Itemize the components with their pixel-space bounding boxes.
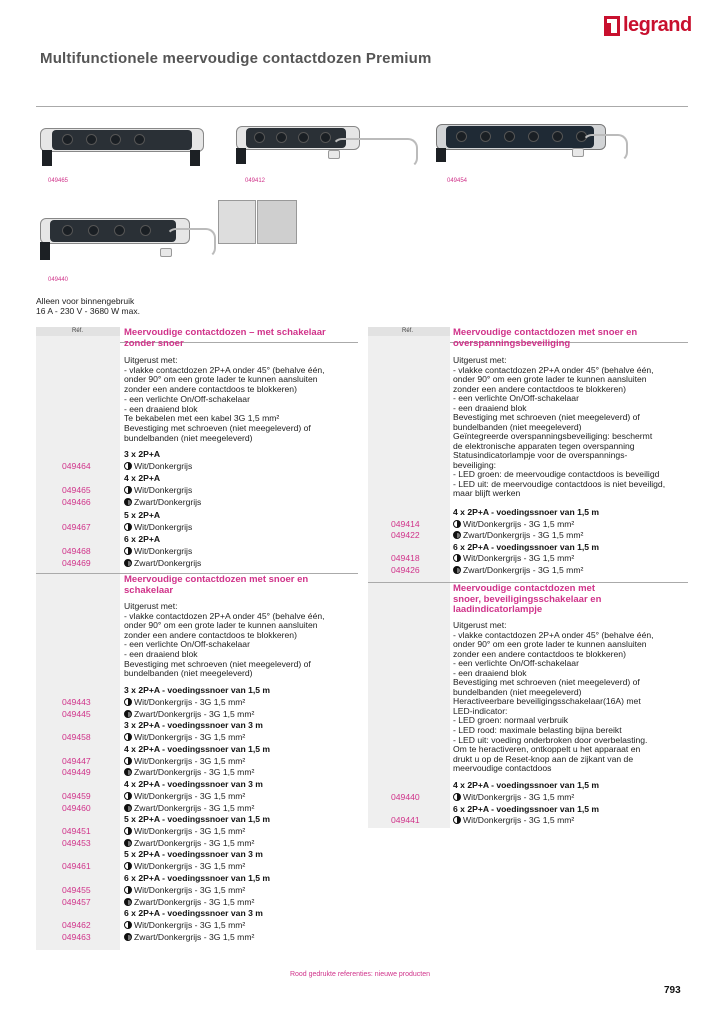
variant-color-label: Zwart/Donkergrijs - 3G 1,5 mm²	[134, 802, 255, 813]
section-title: Meervoudige contactdozen – met schakelaar zonder snoer	[124, 327, 326, 349]
variant-heading: 5 x 2P+A - voedingssnoer van 1,5 m	[124, 814, 271, 825]
white-darkgrey-color-icon	[124, 547, 132, 555]
black-darkgrey-color-icon	[124, 498, 132, 506]
variant-color-line	[453, 530, 583, 540]
variant-color-label: Wit/Donkergrijs - 3G 1,5 mm²	[463, 815, 575, 825]
variant-color-line	[124, 920, 245, 930]
variant-heading: 5 x 2P+A	[124, 509, 161, 520]
reference-number: 049469	[62, 558, 91, 568]
variant-color-line	[124, 485, 192, 495]
variant-color-line	[124, 546, 192, 556]
legrand-logo	[604, 14, 692, 37]
variant-color-label: Wit/Donkergrijs	[134, 521, 193, 532]
product-image-1	[36, 120, 211, 180]
variant-color-label: Wit/Donkergrijs - 3G 1,5 mm²	[463, 791, 575, 802]
variant-color-line	[453, 565, 583, 575]
variant-color-label: Zwart/Donkergrijs - 3G 1,5 mm²	[134, 708, 255, 719]
variant-color-label: Zwart/Donkergrijs - 3G 1,5 mm²	[134, 896, 255, 907]
variant-color-line	[124, 791, 245, 801]
white-darkgrey-color-icon	[124, 862, 132, 870]
white-darkgrey-color-icon	[124, 827, 132, 835]
variant-heading: 6 x 2P+A	[124, 533, 161, 544]
reference-number: 049465	[62, 485, 91, 496]
reference-number: 049468	[62, 545, 91, 556]
reference-number: 049458	[62, 732, 91, 743]
variant-heading: 3 x 2P+A - voedingssnoer van 3 m	[124, 720, 263, 731]
reference-number: 049461	[62, 861, 91, 872]
reference-number: 049463	[62, 931, 91, 942]
section-description: Uitgerust met: - vlakke contactdozen 2P+A onder 45° (behalve één, onder 90° om een grote lader te kunnen aansluiten zonder een andere contactdoos te blokkeren) - een verlichte On/Off-schakelaar - een draaiend blok Bevestiging met schroeven (niet meegeleverd) of bundelbanden (niet meegeleverd)	[124, 601, 325, 679]
white-darkgrey-color-icon	[124, 757, 132, 765]
section-description: Uitgerust met: - vlakke contactdozen 2P+A onder 45° (behalve één, onder 90° om een grote lader te kunnen aansluiten zonder een andere contactdoos te blokkeren) - een verlichte On/Off-schakelaar - een draaiend blok Bevestiging met schroeven (niet meegeleverd) of bundelbanden (niet meegeleverd) Geïntegreerde overspanningsbeveiliging: beschermt de elektronische apparaten tegen overspanning Statusindicatorlampje voor de overspannings- beveiliging: - LED groen: de meervoudige contactdoos is beveiligd - LED uit: de meervoudige contactdoos is niet beveiligd, maar blijft werken	[453, 355, 666, 498]
reference-number: 049453	[62, 837, 91, 848]
variant-heading: 6 x 2P+A - voedingssnoer van 1,5 m	[124, 873, 271, 883]
variant-color-line	[124, 838, 254, 848]
reference-number: 049466	[62, 497, 91, 508]
variant-heading: 3 x 2P+A	[124, 449, 161, 459]
product-ref-2: 049412	[245, 178, 266, 184]
reference-number: 049426	[391, 565, 420, 576]
reference-number: 049443	[62, 697, 91, 707]
variant-color-line	[453, 553, 574, 563]
reference-number: 049445	[62, 708, 91, 719]
variant-color-line	[453, 815, 574, 825]
white-darkgrey-color-icon	[453, 520, 461, 528]
reference-number: 049422	[391, 530, 420, 541]
variant-heading: 4 x 2P+A - voedingssnoer van 1,5 m	[453, 780, 600, 790]
variant-color-label: Zwart/Donkergrijs - 3G 1,5 mm²	[134, 931, 255, 942]
reference-number: 049451	[62, 826, 91, 837]
reference-number: 049467	[62, 521, 91, 532]
white-darkgrey-color-icon	[124, 792, 132, 800]
reference-number: 049414	[391, 518, 420, 529]
variant-color-label: Wit/Donkergrijs - 3G 1,5 mm²	[134, 755, 246, 766]
black-darkgrey-color-icon	[124, 804, 132, 812]
variant-heading: 6 x 2P+A - voedingssnoer van 3 m	[124, 908, 263, 919]
variant-color-label: Wit/Donkergrijs - 3G 1,5 mm²	[463, 553, 575, 564]
variant-color-line	[124, 756, 245, 766]
variant-heading: 4 x 2P+A	[124, 473, 161, 484]
variant-color-line	[124, 897, 254, 907]
reference-number: 049457	[62, 896, 91, 907]
variant-color-label: Wit/Donkergrijs - 3G 1,5 mm²	[134, 826, 246, 837]
variant-color-label: Wit/Donkergrijs - 3G 1,5 mm²	[134, 697, 246, 707]
brand-name: legrand	[623, 14, 692, 36]
variant-color-label: Zwart/Donkergrijs - 3G 1,5 mm²	[463, 565, 584, 576]
reference-number: 049447	[62, 755, 91, 766]
rating-note: 16 A - 230 V - 3680 W max.	[36, 306, 140, 316]
section-description: Uitgerust met: - vlakke contactdozen 2P+A onder 45° (behalve één, onder 90° om een grote lader te kunnen aansluiten zonder een andere contactdoos te blokkeren) - een verlichte On/Off-schakelaar - een draaiend blok Bevestiging met schroeven (niet meegeleverd) of bundelbanden (niet meegeleverd) Heractiveerbare beveiligingsschakelaar(16A) met LED-indicator: - LED groen: normaal verbruik - LED rood: maximale belasting bijna bereikt - LED uit: voeding onderbroken door overbelasting. Om te heractiveren, ontkoppelt u het apparaat en drukt u op de Reset-knop aan de zijkant van de meervoudige contactdoos	[453, 620, 654, 774]
reference-number: 049464	[62, 461, 91, 471]
variant-heading: 6 x 2P+A - voedingssnoer van 1,5 m	[453, 541, 600, 552]
variant-color-line	[124, 522, 192, 532]
footer-note: Rood gedrukte referenties: nieuwe producten	[289, 971, 431, 978]
variant-color-line	[124, 697, 245, 707]
variant-heading: 6 x 2P+A - voedingssnoer van 1,5 m	[453, 803, 600, 814]
section-title: Meervoudige contactdozen met snoer en overspanningsbeveiliging	[453, 327, 638, 349]
variant-color-label: Wit/Donkergrijs - 3G 1,5 mm²	[134, 732, 246, 743]
variant-color-label: Wit/Donkergrijs - 3G 1,5 mm²	[134, 791, 246, 801]
product-ref-3: 049454	[447, 178, 468, 184]
variant-color-line	[453, 519, 574, 529]
reference-number: 049455	[62, 885, 91, 895]
variant-color-line	[124, 497, 201, 507]
reference-number: 049441	[391, 815, 420, 825]
product-ref-1: 049465	[48, 178, 69, 184]
section-title: Meervoudige contactdozen met snoer, beveiligingsschakelaar en laadindicatorlampje	[453, 583, 602, 615]
variant-color-line	[124, 826, 245, 836]
reference-number: 049460	[62, 802, 91, 813]
variant-color-label: Zwart/Donkergrijs - 3G 1,5 mm²	[134, 837, 255, 848]
variant-color-label: Wit/Donkergrijs	[134, 461, 193, 471]
white-darkgrey-color-icon	[453, 816, 461, 824]
white-darkgrey-color-icon	[453, 554, 461, 562]
ref-label-left: Réf.	[72, 328, 84, 334]
variant-color-label: Zwart/Donkergrijs - 3G 1,5 mm²	[463, 530, 584, 541]
white-darkgrey-color-icon	[124, 733, 132, 741]
product-image-2	[232, 120, 422, 180]
variant-color-line	[124, 803, 254, 813]
white-darkgrey-color-icon	[124, 462, 132, 470]
variant-color-line	[124, 558, 201, 568]
variant-color-line	[124, 767, 254, 777]
black-darkgrey-color-icon	[124, 898, 132, 906]
page-title: Multifunctionele meervoudige contactdozen Premium	[40, 50, 432, 67]
ref-column-left	[36, 336, 120, 950]
legrand-logo-icon	[604, 16, 620, 36]
black-darkgrey-color-icon	[453, 531, 461, 539]
variant-color-label: Wit/Donkergrijs	[134, 485, 193, 496]
usage-note: Alleen voor binnengebruik	[36, 296, 135, 306]
variant-color-line	[453, 792, 574, 802]
variant-color-label: Wit/Donkergrijs - 3G 1,5 mm²	[134, 885, 246, 895]
black-darkgrey-color-icon	[124, 768, 132, 776]
reference-number: 049449	[62, 767, 91, 778]
variant-color-line	[124, 861, 245, 871]
page-number: 793	[664, 985, 681, 996]
variant-color-line	[124, 461, 192, 471]
variant-color-label: Wit/Donkergrijs - 3G 1,5 mm²	[134, 920, 246, 931]
variant-heading: 5 x 2P+A - voedingssnoer van 3 m	[124, 849, 263, 860]
section-title: Meervoudige contactdozen met snoer en schakelaar	[124, 574, 309, 596]
section-description: Uitgerust met: - vlakke contactdozen 2P+A onder 45° (behalve één, onder 90° om een grote lader te kunnen aansluiten zonder een andere contactdoos te blokkeren) - een verlichte On/Off-schakelaar - een draaiend blok Te bekabelen met een kabel 3G 1,5 mm² Bevestiging met schroeven (niet meegeleverd) of bundelbanden (niet meegeleverd)	[124, 355, 325, 443]
variant-color-label: Zwart/Donkergrijs	[134, 497, 202, 508]
product-image-3	[432, 118, 632, 180]
variant-color-line	[124, 709, 254, 719]
white-darkgrey-color-icon	[124, 523, 132, 531]
white-darkgrey-color-icon	[124, 698, 132, 706]
white-darkgrey-color-icon	[124, 921, 132, 929]
variant-heading: 3 x 2P+A - voedingssnoer van 1,5 m	[124, 685, 271, 695]
black-darkgrey-color-icon	[453, 566, 461, 574]
variant-heading: 4 x 2P+A - voedingssnoer van 1,5 m	[124, 743, 271, 754]
white-darkgrey-color-icon	[124, 886, 132, 894]
variant-color-line	[124, 932, 254, 942]
variant-color-line	[124, 885, 245, 895]
variant-color-label: Zwart/Donkergrijs - 3G 1,5 mm²	[134, 767, 255, 778]
white-darkgrey-color-icon	[124, 486, 132, 494]
product-ref-4: 049440	[48, 277, 69, 283]
reference-number: 049459	[62, 791, 91, 801]
reference-number: 049418	[391, 553, 420, 564]
variant-color-label: Wit/Donkergrijs - 3G 1,5 mm²	[463, 518, 575, 529]
variant-color-line	[124, 732, 245, 742]
variant-color-label: Wit/Donkergrijs	[134, 545, 193, 556]
reference-number: 049462	[62, 920, 91, 931]
variant-color-label: Wit/Donkergrijs - 3G 1,5 mm²	[134, 861, 246, 872]
variant-color-label: Zwart/Donkergrijs	[134, 558, 202, 568]
white-darkgrey-color-icon	[453, 793, 461, 801]
black-darkgrey-color-icon	[124, 710, 132, 718]
title-divider	[36, 106, 688, 107]
black-darkgrey-color-icon	[124, 839, 132, 847]
variant-heading: 4 x 2P+A - voedingssnoer van 3 m	[124, 779, 263, 789]
reference-number: 049440	[391, 791, 420, 802]
black-darkgrey-color-icon	[124, 933, 132, 941]
product-image-4	[36, 200, 301, 275]
ref-label-right: Réf.	[402, 328, 414, 334]
variant-heading: 4 x 2P+A - voedingssnoer van 1,5 m	[453, 507, 600, 517]
black-darkgrey-color-icon	[124, 559, 132, 567]
